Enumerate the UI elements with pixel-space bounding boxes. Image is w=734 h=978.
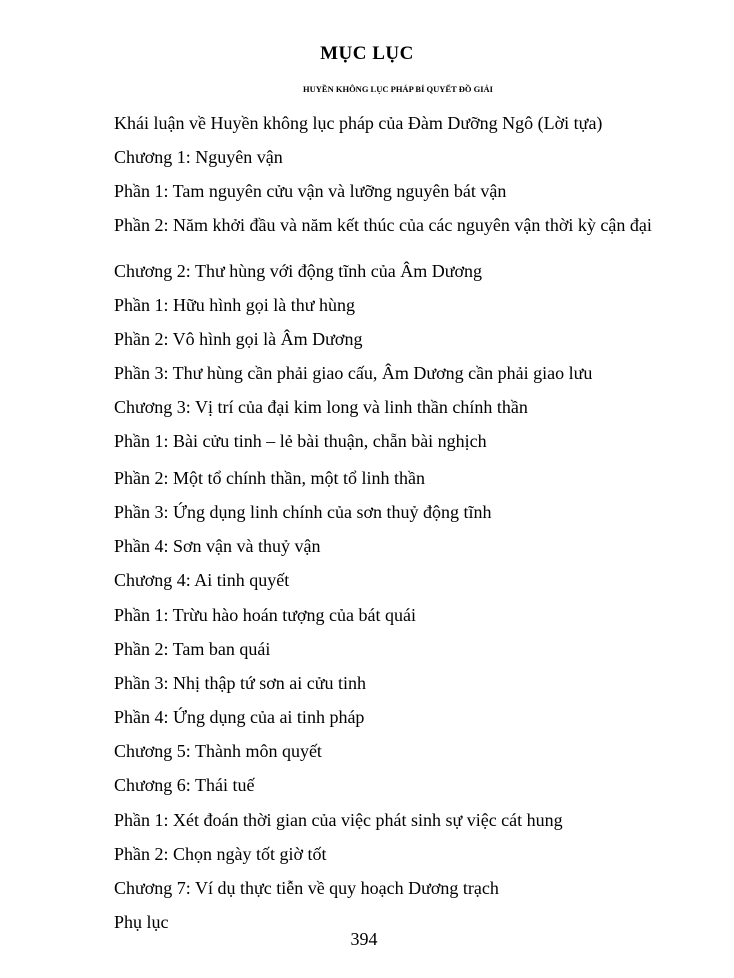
toc-entry: Phần 2: Tam ban quái xyxy=(114,639,271,659)
toc-entry: Phần 1: Trừu hào hoán tượng của bát quái xyxy=(114,605,417,625)
toc-entry: Phần 2: Chọn ngày tốt giờ tốt xyxy=(114,844,327,864)
toc-entry: Phần 1: Xét đoán thời gian của việc phát sinh sự việc cát hung xyxy=(114,810,563,830)
toc-entry: Phần 3: Nhị thập tứ sơn ai cửu tinh xyxy=(114,673,367,693)
toc-entry: Phần 4: Ứng dụng của ai tinh pháp xyxy=(114,707,365,727)
toc-entry: Chương 3: Vị trí của đại kim long và linh thần chính thần xyxy=(114,397,528,417)
toc-entry: Phần 2: Một tổ chính thần, một tổ linh thần xyxy=(114,468,425,488)
toc-entry: Phần 2: Năm khởi đầu và năm kết thúc của các nguyên vận thời kỳ cận đại xyxy=(114,215,652,235)
toc-entry: Phần 2: Vô hình gọi là Âm Dương xyxy=(114,329,363,349)
toc-entry: Phụ lục xyxy=(114,912,169,932)
toc-entry: Chương 2: Thư hùng với động tĩnh của Âm Dương xyxy=(114,261,482,281)
page-title: MỤC LỤC xyxy=(320,43,414,64)
toc-entry: Phần 3: Ứng dụng linh chính của sơn thuỷ động tĩnh xyxy=(114,502,492,522)
toc-entry: Khái luận về Huyền không lục pháp của Đàm Dưỡng Ngô (Lời tựa) xyxy=(114,113,603,133)
toc-entry: Phần 1: Bài cửu tinh – lẻ bài thuận, chẵn bài nghịch xyxy=(114,431,487,451)
toc-entry: Chương 4: Ai tinh quyết xyxy=(114,570,290,590)
toc-entry: Chương 6: Thái tuế xyxy=(114,775,255,795)
toc-entry: Phần 4: Sơn vận và thuỷ vận xyxy=(114,536,321,556)
book-subtitle: HUYỀN KHÔNG LỤC PHÁP BÍ QUYẾT ĐỒ GIẢI xyxy=(303,84,493,94)
toc-entry: Chương 7: Ví dụ thực tiễn về quy hoạch Dương trạch xyxy=(114,878,499,898)
toc-entry: Phần 3: Thư hùng cần phải giao cấu, Âm Dương cần phải giao lưu xyxy=(114,363,593,383)
toc-entry: Phần 1: Hữu hình gọi là thư hùng xyxy=(114,295,356,315)
page-number: 394 xyxy=(350,929,378,949)
toc-entry: Chương 1: Nguyên vận xyxy=(114,147,283,167)
toc-entry: Chương 5: Thành môn quyết xyxy=(114,741,322,761)
toc-entry: Phần 1: Tam nguyên cửu vận và lưỡng nguyên bát vận xyxy=(114,181,507,201)
